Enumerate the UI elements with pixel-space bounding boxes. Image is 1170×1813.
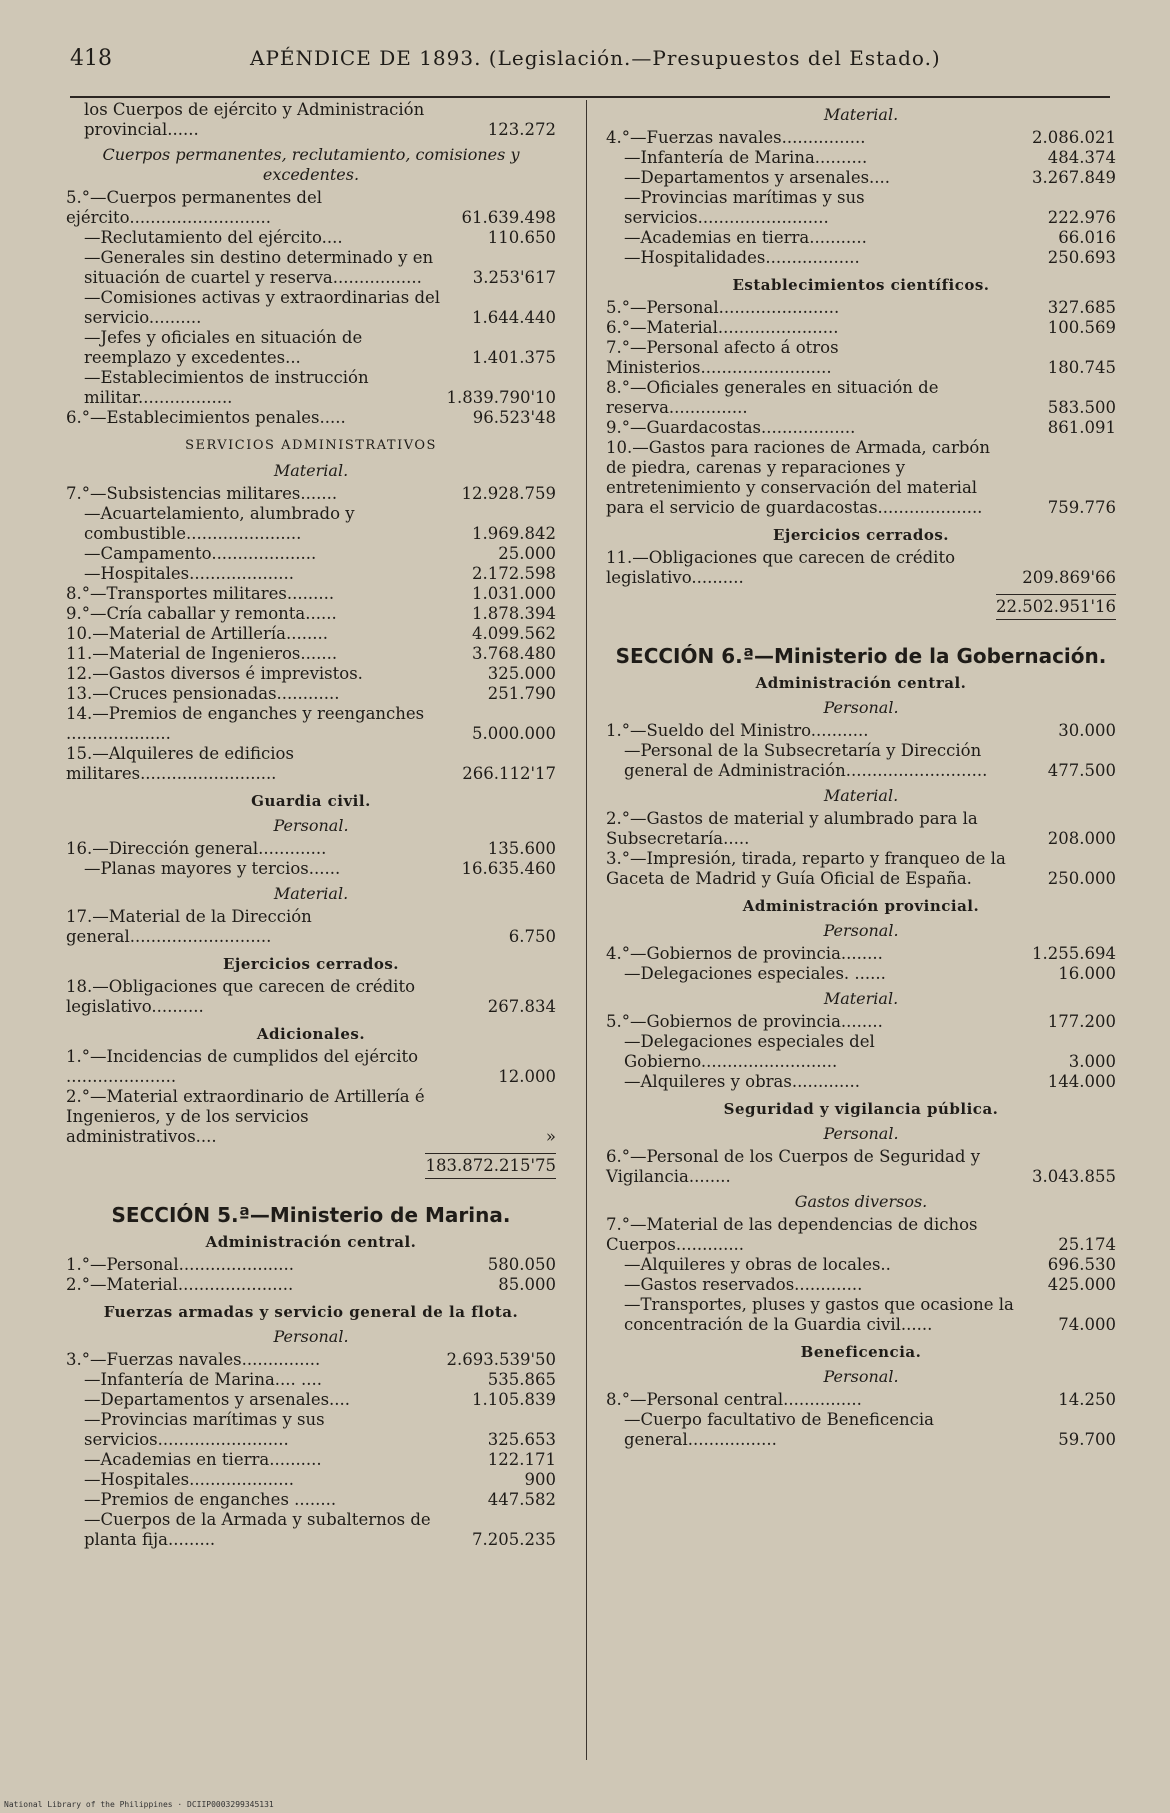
budget-line: 6.°—Establecimientos penales..... 96.523'48 xyxy=(66,408,556,427)
section-title-marina: SECCIÓN 5.ª—Ministerio de Marina. xyxy=(111,1203,511,1227)
budget-line: —Planas mayores y tercios...... 16.635.460 xyxy=(84,859,556,878)
subsection-heading: Personal. xyxy=(823,698,899,717)
budget-line: 7.°—Material de las dependencias de dichos Cuerpos............. 25.174 xyxy=(606,1215,1116,1254)
budget-line: 11.—Obligaciones que carecen de crédito legislativo.......... 209.869'66 xyxy=(606,548,1116,587)
section-heading: Administración provincial. xyxy=(742,897,980,915)
budget-line: 1.°—Personal...................... 580.050 xyxy=(66,1255,556,1274)
subsection-heading: Personal. xyxy=(823,1124,899,1143)
subsection-heading: Material. xyxy=(823,105,899,124)
budget-line: 2.°—Material...................... 85.000 xyxy=(66,1275,556,1294)
page-header-title: APÉNDICE DE 1893. (Legislación.—Presupuestos del Estado.) xyxy=(250,46,941,70)
running-head xyxy=(70,40,1100,74)
budget-line: 11.—Material de Ingenieros....... 3.768.480 xyxy=(66,644,556,663)
budget-line: 9.°—Guardacostas.................. 861.091 xyxy=(606,418,1116,437)
section-heading: Administración central. xyxy=(205,1233,417,1251)
budget-line: —Transportes, pluses y gastos que ocasione la concentración de la Guardia civil...... 74.000 xyxy=(624,1295,1116,1334)
budget-line: —Cuerpos de la Armada y subalternos de planta fija......... 7.205.235 xyxy=(84,1510,556,1549)
page-number: 418 xyxy=(70,46,112,71)
section-total: 183.872.215'75 xyxy=(425,1153,556,1179)
budget-line: —Alquileres y obras............. 144.000 xyxy=(624,1072,1116,1091)
budget-line: —Personal de la Subsecretaría y Dirección general de Administración........................... 477.500 xyxy=(624,741,1116,780)
budget-line: —Alquileres y obras de locales.. 696.530 xyxy=(624,1255,1116,1274)
budget-line: —Premios de enganches ........ 447.582 xyxy=(84,1490,556,1509)
section-heading: Fuerzas armadas y servicio general de la flota. xyxy=(103,1303,519,1321)
budget-line: 5.°—Cuerpos permanentes del ejército........................... 61.639.498 xyxy=(66,188,556,227)
section-total: 22.502.951'16 xyxy=(996,594,1116,620)
budget-line: 1.°—Incidencias de cumplidos del ejército ..................... 12.000 xyxy=(66,1047,556,1086)
subsection-heading: Material. xyxy=(823,786,899,805)
budget-line: 7.°—Subsistencias militares....... 12.928.759 xyxy=(66,484,556,503)
budget-line: —Infantería de Marina.... .... 535.865 xyxy=(84,1370,556,1389)
budget-line: —Jefes y oficiales en situación de reemplazo y excedentes... 1.401.375 xyxy=(84,328,556,367)
budget-line: —Provincias marítimas y sus servicios......................... 222.976 xyxy=(624,188,1116,227)
section-title-gobernacion: SECCIÓN 6.ª—Ministerio de la Gobernación. xyxy=(615,644,1107,668)
subsection-heading: Personal. xyxy=(823,1367,899,1386)
budget-line: —Cuerpo facultativo de Beneficencia general................. 59.700 xyxy=(624,1410,1116,1449)
budget-line: —Establecimientos de instrucción militar.................. 1.839.790'10 xyxy=(84,368,556,407)
budget-line: 18.—Obligaciones que carecen de crédito legislativo.......... 267.834 xyxy=(66,977,556,1016)
budget-line: 8.°—Transportes militares......... 1.031.000 xyxy=(66,584,556,603)
subsection-heading: Material. xyxy=(273,461,349,480)
budget-line: 4.°—Fuerzas navales................ 2.086.021 xyxy=(606,128,1116,147)
budget-line: —Comisiones activas y extraordinarias del servicio.......... 1.644.440 xyxy=(84,288,556,327)
section-heading: Seguridad y vigilancia pública. xyxy=(723,1100,999,1118)
budget-line: 6.°—Material....................... 100.569 xyxy=(606,318,1116,337)
budget-line: 10.—Gastos para raciones de Armada, carbón de piedra, carenas y reparaciones y entretenimiento y conservación del material para el servicio de guardacostas.................... 759.776 xyxy=(606,438,1116,517)
section-caption: SERVICIOS ADMINISTRATIVOS xyxy=(185,438,437,453)
subsection-heading: Cuerpos permanentes, reclutamiento, comisiones y excedentes. xyxy=(102,145,520,184)
budget-line: —Delegaciones especiales del Gobierno.......................... 3.000 xyxy=(624,1032,1116,1071)
budget-line: 9.°—Cría caballar y remonta...... 1.878.394 xyxy=(66,604,556,623)
section-heading: Adicionales. xyxy=(256,1025,366,1043)
budget-line: —Hospitales.................... 900 xyxy=(84,1470,556,1489)
subsection-heading: Material. xyxy=(823,989,899,1008)
budget-line: 14.—Premios de enganches y reenganches .................... 5.000.000 xyxy=(66,704,556,743)
budget-line: 5.°—Personal....................... 327.685 xyxy=(606,298,1116,317)
budget-line: —Provincias marítimas y sus servicios......................... 325.653 xyxy=(84,1410,556,1449)
budget-line: —Gastos reservados............. 425.000 xyxy=(624,1275,1116,1294)
budget-line: —Infantería de Marina.......... 484.374 xyxy=(624,148,1116,167)
budget-line: 16.—Dirección general............. 135.600 xyxy=(66,839,556,858)
budget-line: 8.°—Oficiales generales en situación de reserva............... 583.500 xyxy=(606,378,1116,417)
budget-line: —Delegaciones especiales. ...... 16.000 xyxy=(624,964,1116,983)
budget-line: 13.—Cruces pensionadas............ 251.790 xyxy=(66,684,556,703)
subsection-heading: Material. xyxy=(273,884,349,903)
right-column xyxy=(606,100,1116,1450)
budget-line: los Cuerpos de ejército y Administración provincial...... 123.272 xyxy=(84,100,556,139)
section-heading: Beneficencia. xyxy=(800,1343,922,1361)
budget-line: 12.—Gastos diversos é imprevistos. 325.000 xyxy=(66,664,556,683)
budget-line: 17.—Material de la Dirección general........................... 6.750 xyxy=(66,907,556,946)
budget-line: —Academias en tierra.......... 122.171 xyxy=(84,1450,556,1469)
budget-line: 5.°—Gobiernos de provincia........ 177.200 xyxy=(606,1012,1116,1031)
budget-line: 1.°—Sueldo del Ministro........... 30.000 xyxy=(606,721,1116,740)
section-heading: Guardia civil. xyxy=(251,792,371,810)
budget-line: 6.°—Personal de los Cuerpos de Seguridad y Vigilancia........ 3.043.855 xyxy=(606,1147,1116,1186)
budget-line: 3.°—Fuerzas navales............... 2.693.539'50 xyxy=(66,1350,556,1369)
budget-line: 15.—Alquileres de edificios militares.......................... 266.112'17 xyxy=(66,744,556,783)
budget-line: 8.°—Personal central............... 14.250 xyxy=(606,1390,1116,1409)
budget-line: —Academias en tierra........... 66.016 xyxy=(624,228,1116,247)
budget-line: 10.—Material de Artillería........ 4.099.562 xyxy=(66,624,556,643)
subsection-heading: Gastos diversos. xyxy=(794,1192,928,1211)
budget-line: 7.°—Personal afecto á otros Ministerios......................... 180.745 xyxy=(606,338,1116,377)
budget-line: —Reclutamiento del ejército.... 110.650 xyxy=(84,228,556,247)
section-heading: Establecimientos científicos. xyxy=(732,276,990,294)
budget-line: 2.°—Gastos de material y alumbrado para la Subsecretaría..... 208.000 xyxy=(606,809,1116,848)
budget-line: 4.°—Gobiernos de provincia........ 1.255.694 xyxy=(606,944,1116,963)
section-heading: Ejercicios cerrados. xyxy=(222,955,399,973)
section-heading: Administración central. xyxy=(755,674,967,692)
header-rule xyxy=(70,96,1110,98)
subsection-heading: Personal. xyxy=(823,921,899,940)
left-column xyxy=(66,100,556,1550)
budget-line: 3.°—Impresión, tirada, reparto y franqueo de la Gaceta de Madrid y Guía Oficial de España. 250.000 xyxy=(606,849,1116,888)
budget-line: 2.°—Material extraordinario de Artillería é Ingenieros, y de los servicios administrativos.... » xyxy=(66,1087,556,1146)
scan-footer: National Library of the Philippines · DCIIP0003299345131 xyxy=(4,1800,274,1809)
budget-line: —Generales sin destino determinado y en situación de cuartel y reserva................. 3.253'617 xyxy=(84,248,556,287)
column-divider xyxy=(586,100,587,1760)
budget-line: —Hospitalidades.................. 250.693 xyxy=(624,248,1116,267)
subsection-heading: Personal. xyxy=(273,1327,349,1346)
subsection-heading: Personal. xyxy=(273,816,349,835)
budget-line: —Departamentos y arsenales.... 3.267.849 xyxy=(624,168,1116,187)
budget-line: —Campamento.................... 25.000 xyxy=(84,544,556,563)
budget-line: —Departamentos y arsenales.... 1.105.839 xyxy=(84,1390,556,1409)
budget-line: —Hospitales.................... 2.172.598 xyxy=(84,564,556,583)
budget-line: —Acuartelamiento, alumbrado y combustible...................... 1.969.842 xyxy=(84,504,556,543)
section-heading: Ejercicios cerrados. xyxy=(772,526,949,544)
